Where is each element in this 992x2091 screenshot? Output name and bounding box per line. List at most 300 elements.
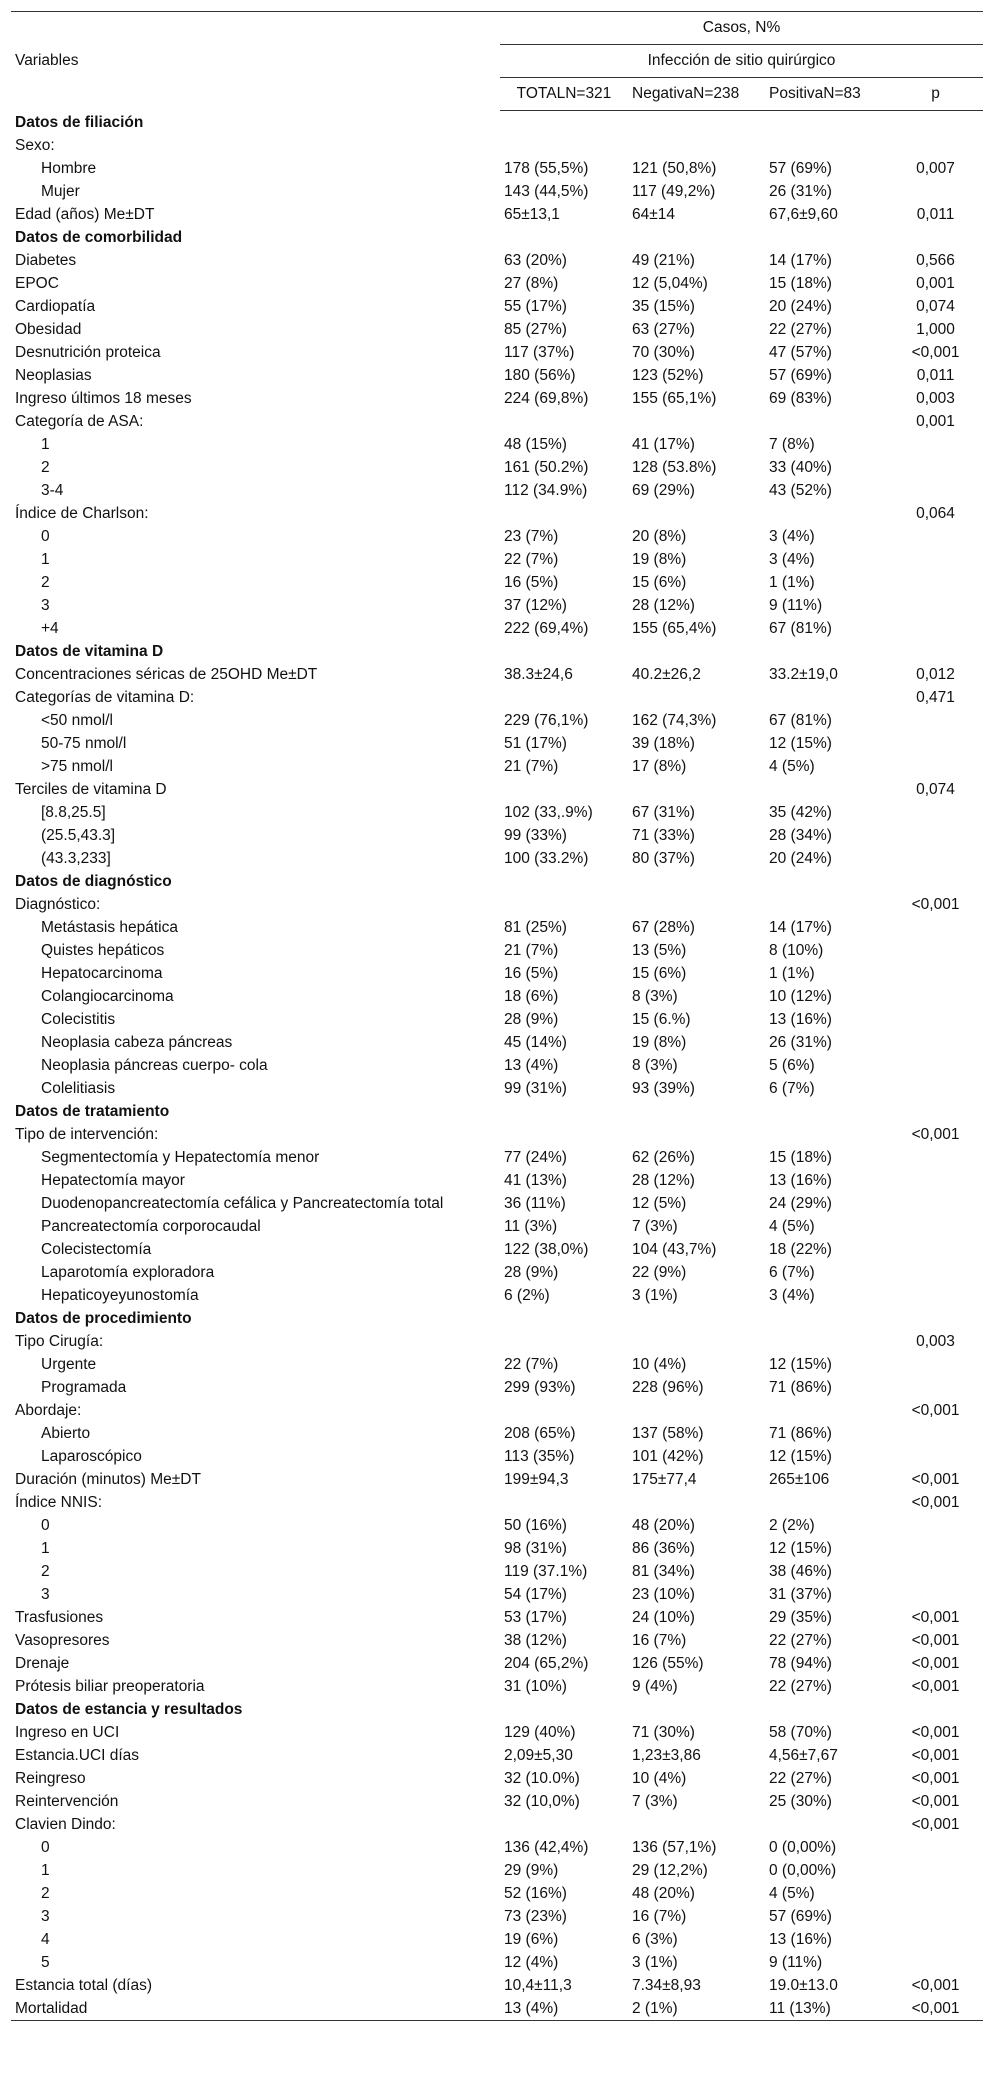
total-cell: 36 (11%) <box>504 1195 566 1212</box>
positiva-cell: 8 (10%) <box>769 942 824 959</box>
p-value-cell <box>888 1376 983 1399</box>
table-row <box>11 1353 983 1376</box>
p-value-cell: 0,074 <box>916 781 955 798</box>
row-label: >75 nmol/l <box>41 758 113 775</box>
positiva-cell: 57 (69%) <box>769 160 832 177</box>
table-row <box>11 778 983 801</box>
negativa-cell: 155 (65,1%) <box>632 390 717 407</box>
negativa-cell: 15 (6%) <box>632 965 687 982</box>
positiva-cell: 13 (16%) <box>769 1011 832 1028</box>
total-cell: 45 (14%) <box>504 1034 567 1051</box>
total-cell: 32 (10,0%) <box>504 1793 580 1810</box>
positiva-cell <box>765 1123 888 1146</box>
p-value-cell <box>888 1192 983 1215</box>
total-cell: 52 (16%) <box>504 1885 567 1902</box>
table-row <box>11 1790 983 1813</box>
positiva-cell <box>765 686 888 709</box>
p-value-cell <box>888 916 983 939</box>
section-row <box>11 226 983 249</box>
row-label: Ingreso últimos 18 meses <box>15 390 192 407</box>
total-cell: 6 (2%) <box>504 1287 550 1304</box>
negativa-cell: 16 (7%) <box>632 1908 687 1925</box>
row-label: [8.8,25.5] <box>41 804 106 821</box>
row-label: Segmentectomía y Hepatectomía menor <box>41 1149 320 1166</box>
total-cell: 21 (7%) <box>504 942 559 959</box>
positiva-cell: 25 (30%) <box>769 1793 832 1810</box>
row-label: Laparotomía exploradora <box>41 1264 215 1281</box>
total-cell: 11 (3%) <box>504 1218 558 1235</box>
row-label: Neoplasia cabeza páncreas <box>41 1034 233 1051</box>
total-cell: 51 (17%) <box>504 735 567 752</box>
negativa-cell: 10 (4%) <box>632 1356 687 1373</box>
negativa-cell: 12 (5%) <box>632 1195 687 1212</box>
negativa-cell: 104 (43,7%) <box>632 1241 717 1258</box>
table-row <box>11 1629 983 1652</box>
total-cell: 222 (69,4%) <box>504 620 589 637</box>
negativa-cell <box>628 1123 765 1146</box>
negativa-cell: 13 (5%) <box>632 942 687 959</box>
row-label: Reingreso <box>15 1770 86 1787</box>
table-row <box>11 1284 983 1307</box>
negativa-cell <box>628 410 765 433</box>
total-cell: 48 (15%) <box>504 436 567 453</box>
positiva-cell <box>765 111 888 135</box>
total-cell <box>500 1100 628 1123</box>
total-cell: 129 (40%) <box>504 1724 576 1741</box>
table-body <box>11 111 983 2021</box>
p-value-cell: <0,001 <box>911 1724 960 1741</box>
positiva-cell <box>765 1491 888 1514</box>
row-label: 0 <box>41 528 50 545</box>
p-value-cell <box>888 1169 983 1192</box>
row-label: Neoplasia páncreas cuerpo- cola <box>41 1057 268 1074</box>
p-value-cell <box>888 1905 983 1928</box>
negativa-cell: 93 (39%) <box>632 1080 695 1097</box>
table-row <box>11 1031 983 1054</box>
negativa-cell: 137 (58%) <box>632 1425 704 1442</box>
row-label: 3-4 <box>41 482 64 499</box>
negativa-cell <box>628 111 765 135</box>
negativa-cell: 69 (29%) <box>632 482 695 499</box>
negativa-cell: 6 (3%) <box>632 1931 678 1948</box>
negativa-cell <box>628 893 765 916</box>
table-row <box>11 1560 983 1583</box>
total-cell: 13 (4%) <box>500 1997 628 2021</box>
p-value-cell: 0,001 <box>916 275 955 292</box>
total-cell: 22 (7%) <box>504 551 559 568</box>
row-label: Edad (años) Me±DT <box>15 206 155 223</box>
negativa-cell: 126 (55%) <box>632 1655 704 1672</box>
negativa-cell <box>628 686 765 709</box>
p-value-cell: <0,001 <box>911 896 960 913</box>
positiva-cell: 71 (86%) <box>769 1425 832 1442</box>
positiva-cell: 3 (4%) <box>769 551 815 568</box>
row-label: Programada <box>41 1379 127 1396</box>
negativa-cell: 2 (1%) <box>628 1997 765 2021</box>
table-row <box>11 1123 983 1146</box>
total-cell <box>500 502 628 525</box>
row-label: <50 nmol/l <box>41 712 113 729</box>
table-row <box>11 686 983 709</box>
table-row <box>11 1169 983 1192</box>
row-label: Colelitiasis <box>41 1080 116 1097</box>
row-label: Abierto <box>41 1425 91 1442</box>
positiva-cell: 18 (22%) <box>769 1241 832 1258</box>
table-row <box>11 1974 983 1997</box>
table-row <box>11 249 983 272</box>
p-value-cell: <0,001 <box>911 1402 960 1419</box>
p-value-cell: <0,001 <box>888 1997 983 2021</box>
total-cell: 73 (23%) <box>504 1908 567 1925</box>
positiva-cell: 26 (31%) <box>769 1034 832 1051</box>
positiva-cell: 43 (52%) <box>769 482 832 499</box>
total-cell: 13 (4%) <box>504 1057 559 1074</box>
positiva-cell: 12 (15%) <box>769 1448 832 1465</box>
p-value-cell <box>888 1698 983 1721</box>
negativa-cell: 67 (31%) <box>632 804 695 821</box>
row-label: Neoplasias <box>15 367 92 384</box>
positiva-cell: 71 (86%) <box>769 1379 832 1396</box>
table-row <box>11 1514 983 1537</box>
total-cell: 143 (44,5%) <box>504 183 589 200</box>
row-label: Tipo de intervención: <box>15 1126 159 1143</box>
row-label: Hepatocarcinoma <box>41 965 163 982</box>
total-cell: 55 (17%) <box>504 298 567 315</box>
negativa-cell: 22 (9%) <box>632 1264 687 1281</box>
table-row <box>11 617 983 640</box>
header-p: p <box>888 78 983 111</box>
table-row <box>11 1399 983 1422</box>
total-cell: 37 (12%) <box>504 597 567 614</box>
row-label: Mortalidad <box>11 1997 500 2021</box>
section-row <box>11 870 983 893</box>
row-label: Sexo: <box>15 137 55 154</box>
p-value-cell <box>888 594 983 617</box>
table-row <box>11 663 983 686</box>
positiva-cell <box>765 502 888 525</box>
total-cell: 178 (55,5%) <box>504 160 589 177</box>
negativa-cell: 41 (17%) <box>632 436 695 453</box>
row-label: (43.3,233] <box>41 850 111 867</box>
header-negativa: NegativaN=238 <box>628 78 765 111</box>
positiva-cell: 67 (81%) <box>769 712 832 729</box>
header-infeccion: Infección de sitio quirúrgico <box>500 45 983 78</box>
negativa-cell: 16 (7%) <box>632 1632 687 1649</box>
positiva-cell: 47 (57%) <box>769 344 832 361</box>
results-table <box>11 11 983 2021</box>
row-label: +4 <box>41 620 59 637</box>
negativa-cell <box>628 640 765 663</box>
positiva-cell: 22 (27%) <box>769 1770 832 1787</box>
positiva-cell: 67,6±9,60 <box>769 206 838 223</box>
table-row <box>11 341 983 364</box>
negativa-cell: 70 (30%) <box>632 344 695 361</box>
positiva-cell: 22 (27%) <box>769 1632 832 1649</box>
positiva-cell: 22 (27%) <box>769 321 832 338</box>
row-label: Prótesis biliar preoperatoria <box>15 1678 205 1695</box>
row-label: Datos de diagnóstico <box>15 873 172 890</box>
positiva-cell: 29 (35%) <box>769 1609 832 1626</box>
header-total: TOTALN=321 <box>500 78 628 111</box>
total-cell: 99 (31%) <box>504 1080 567 1097</box>
total-cell: 38.3±24,6 <box>504 666 573 683</box>
total-cell: 100 (33.2%) <box>504 850 589 867</box>
row-label: 1 <box>41 436 50 453</box>
p-value-cell <box>888 617 983 640</box>
negativa-cell: 48 (20%) <box>632 1517 695 1534</box>
table-row <box>11 1583 983 1606</box>
section-row <box>11 1100 983 1123</box>
negativa-cell: 28 (12%) <box>632 597 695 614</box>
negativa-cell <box>628 134 765 157</box>
positiva-cell: 15 (18%) <box>769 1149 832 1166</box>
row-label: Datos de comorbilidad <box>15 229 183 246</box>
p-value-cell: 0,012 <box>916 666 955 683</box>
p-value-cell: <0,001 <box>911 1977 960 1994</box>
row-label: Desnutrición proteica <box>15 344 161 361</box>
table-row <box>11 1238 983 1261</box>
row-label: 2 <box>41 1885 50 1902</box>
negativa-cell: 121 (50,8%) <box>632 160 717 177</box>
p-value-cell <box>888 1215 983 1238</box>
row-label: Terciles de vitamina D <box>15 781 167 798</box>
p-value-cell <box>888 1422 983 1445</box>
total-cell <box>500 1123 628 1146</box>
negativa-cell: 128 (53.8%) <box>632 459 717 476</box>
negativa-cell: 101 (42%) <box>632 1448 704 1465</box>
p-value-cell <box>888 824 983 847</box>
row-label: Obesidad <box>15 321 82 338</box>
total-cell <box>500 1307 628 1330</box>
row-label: Laparoscópico <box>41 1448 142 1465</box>
negativa-cell: 7 (3%) <box>632 1218 678 1235</box>
p-value-cell <box>888 111 983 135</box>
positiva-cell <box>765 1399 888 1422</box>
p-value-cell: 0,011 <box>916 367 955 384</box>
positiva-cell <box>765 870 888 893</box>
negativa-cell: 7 (3%) <box>632 1793 678 1810</box>
p-value-cell <box>888 456 983 479</box>
negativa-cell <box>628 502 765 525</box>
row-label: Colecistectomía <box>41 1241 152 1258</box>
row-label: Categoría de ASA: <box>15 413 144 430</box>
row-label: Mujer <box>41 183 80 200</box>
total-cell: 229 (76,1%) <box>504 712 589 729</box>
table-row <box>11 410 983 433</box>
row-label: 50-75 nmol/l <box>41 735 127 752</box>
row-label: 2 <box>41 574 50 591</box>
table-row <box>11 1744 983 1767</box>
row-label: Urgente <box>41 1356 97 1373</box>
total-cell: 21 (7%) <box>504 758 559 775</box>
table-row <box>11 1491 983 1514</box>
p-value-cell <box>888 1054 983 1077</box>
positiva-cell: 69 (83%) <box>769 390 832 407</box>
negativa-cell: 175±77,4 <box>632 1471 697 1488</box>
positiva-cell: 4 (5%) <box>769 1885 815 1902</box>
positiva-cell: 67 (81%) <box>769 620 832 637</box>
total-cell <box>500 686 628 709</box>
p-value-cell <box>888 962 983 985</box>
total-cell <box>500 410 628 433</box>
row-label: Duodenopancreatectomía cefálica y Pancreatectomía total <box>41 1195 444 1212</box>
negativa-cell <box>628 226 765 249</box>
table-row <box>11 1422 983 1445</box>
p-value-cell <box>888 1008 983 1031</box>
negativa-cell <box>628 778 765 801</box>
table-container <box>11 11 983 2021</box>
total-cell: 208 (65%) <box>504 1425 576 1442</box>
table-row <box>11 709 983 732</box>
row-label: 5 <box>41 1954 50 1971</box>
p-value-cell <box>888 1859 983 1882</box>
total-cell: 119 (37.1%) <box>504 1563 588 1580</box>
total-cell: 122 (38,0%) <box>504 1241 589 1258</box>
table-row <box>11 1008 983 1031</box>
section-row <box>11 1307 983 1330</box>
table-row <box>11 1054 983 1077</box>
total-cell: 63 (20%) <box>504 252 567 269</box>
total-cell: 204 (65,2%) <box>504 1655 589 1672</box>
p-value-cell <box>888 939 983 962</box>
p-value-cell <box>888 1882 983 1905</box>
positiva-cell: 0 (0,00%) <box>769 1862 837 1879</box>
negativa-cell: 39 (18%) <box>632 735 695 752</box>
p-value-cell <box>888 134 983 157</box>
negativa-cell: 162 (74,3%) <box>632 712 717 729</box>
negativa-cell: 35 (15%) <box>632 298 695 315</box>
p-value-cell <box>888 1445 983 1468</box>
positiva-cell: 3 (4%) <box>769 1287 815 1304</box>
row-label: Cardiopatía <box>15 298 96 315</box>
p-value-cell <box>888 525 983 548</box>
total-cell <box>500 1813 628 1836</box>
row-label: 1 <box>41 1540 50 1557</box>
p-value-cell: <0,001 <box>911 1770 960 1787</box>
positiva-cell: 57 (69%) <box>769 1908 832 1925</box>
positiva-cell: 31 (37%) <box>769 1586 832 1603</box>
positiva-cell: 6 (7%) <box>769 1080 815 1097</box>
table-row <box>11 134 983 157</box>
row-label: Duración (minutos) Me±DT <box>15 1471 201 1488</box>
negativa-cell: 64±14 <box>632 206 675 223</box>
total-cell: 85 (27%) <box>504 321 567 338</box>
negativa-cell: 86 (36%) <box>632 1540 695 1557</box>
p-value-cell <box>888 433 983 456</box>
table-row <box>11 755 983 778</box>
positiva-cell <box>765 640 888 663</box>
negativa-cell: 17 (8%) <box>632 758 687 775</box>
positiva-cell: 13 (16%) <box>769 1172 832 1189</box>
row-label: 2 <box>41 1563 50 1580</box>
total-cell <box>500 134 628 157</box>
p-value-cell <box>888 571 983 594</box>
total-cell: 2,09±5,30 <box>504 1747 573 1764</box>
total-cell: 224 (69,8%) <box>504 390 589 407</box>
row-label: 0 <box>41 1839 50 1856</box>
table-row <box>11 548 983 571</box>
p-value-cell <box>888 732 983 755</box>
row-label: Estancia.UCI días <box>15 1747 140 1764</box>
positiva-cell: 78 (94%) <box>769 1655 832 1672</box>
positiva-cell: 14 (17%) <box>769 919 832 936</box>
positiva-cell: 24 (29%) <box>769 1195 832 1212</box>
positiva-cell: 33 (40%) <box>769 459 832 476</box>
negativa-cell: 62 (26%) <box>632 1149 695 1166</box>
p-value-cell: <0,001 <box>911 1471 960 1488</box>
total-cell: 98 (31%) <box>504 1540 567 1557</box>
table-row <box>11 824 983 847</box>
row-label: Hombre <box>41 160 97 177</box>
total-cell: 77 (24%) <box>504 1149 567 1166</box>
negativa-cell: 71 (30%) <box>632 1724 695 1741</box>
p-value-cell <box>888 1537 983 1560</box>
p-value-cell <box>888 1951 983 1974</box>
positiva-cell: 4 (5%) <box>769 1218 815 1235</box>
table-row <box>11 1767 983 1790</box>
row-label: EPOC <box>15 275 59 292</box>
p-value-cell <box>888 1583 983 1606</box>
positiva-cell: 20 (24%) <box>769 298 832 315</box>
negativa-cell: 20 (8%) <box>632 528 687 545</box>
row-label: Datos de tratamiento <box>15 1103 170 1120</box>
negativa-cell <box>628 1698 765 1721</box>
negativa-cell <box>628 1330 765 1353</box>
negativa-cell <box>628 1307 765 1330</box>
p-value-cell <box>888 180 983 203</box>
row-label: Clavien Dindo: <box>15 1816 116 1833</box>
total-cell: 41 (13%) <box>504 1172 567 1189</box>
table-row <box>11 1077 983 1100</box>
negativa-cell: 63 (27%) <box>632 321 695 338</box>
negativa-cell: 155 (65,4%) <box>632 620 717 637</box>
positiva-cell <box>765 893 888 916</box>
positiva-cell <box>765 1307 888 1330</box>
p-value-cell <box>888 226 983 249</box>
total-cell: 180 (56%) <box>504 367 576 384</box>
negativa-cell: 24 (10%) <box>632 1609 695 1626</box>
table-row <box>11 1721 983 1744</box>
total-cell: 102 (33,.9%) <box>504 804 593 821</box>
p-value-cell <box>888 709 983 732</box>
positiva-cell: 9 (11%) <box>769 597 823 614</box>
negativa-cell: 8 (3%) <box>632 988 678 1005</box>
row-label: Datos de estancia y resultados <box>15 1701 243 1718</box>
table-row <box>11 1813 983 1836</box>
total-cell <box>500 1330 628 1353</box>
table-row <box>11 456 983 479</box>
row-label: Datos de vitamina D <box>15 643 164 660</box>
header-casos: Casos, N% <box>500 12 983 45</box>
table-row <box>11 893 983 916</box>
negativa-cell: 1,23±3,86 <box>632 1747 701 1764</box>
total-cell <box>500 778 628 801</box>
p-value-cell <box>888 1238 983 1261</box>
table-row <box>11 1192 983 1215</box>
p-value-cell <box>888 870 983 893</box>
section-row <box>11 640 983 663</box>
positiva-cell: 57 (69%) <box>769 367 832 384</box>
table-row <box>11 594 983 617</box>
positiva-cell: 20 (24%) <box>769 850 832 867</box>
p-value-cell: 0,471 <box>916 689 955 706</box>
row-label: 2 <box>41 459 50 476</box>
table-row <box>11 157 983 180</box>
row-label: Trasfusiones <box>15 1609 104 1626</box>
p-value-cell: <0,001 <box>911 1816 960 1833</box>
positiva-cell: 4 (5%) <box>769 758 815 775</box>
p-value-cell: <0,001 <box>911 1678 960 1695</box>
